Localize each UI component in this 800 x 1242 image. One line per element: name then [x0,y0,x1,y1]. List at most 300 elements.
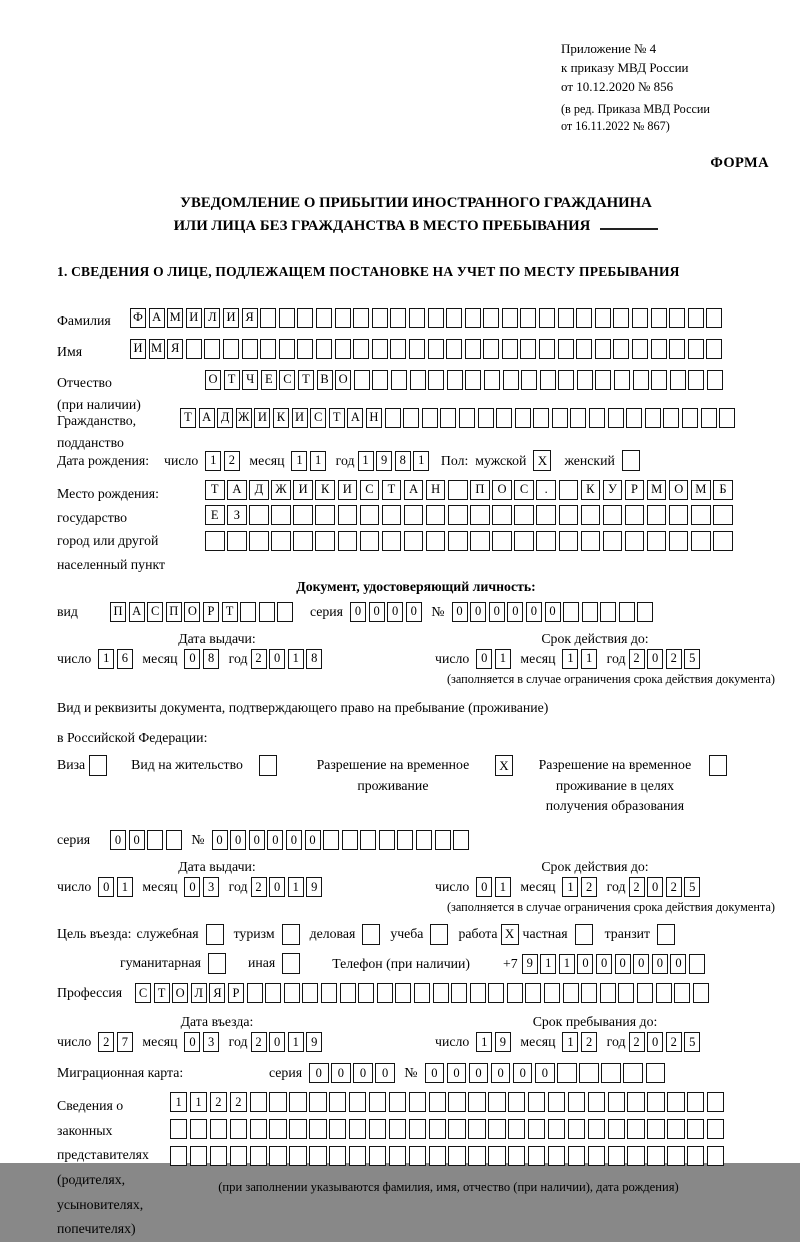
form-cell [409,339,425,359]
form-cell: М [167,308,183,328]
form-cell [618,983,634,1003]
form-cell [250,1119,267,1139]
residence-valid-heading: Срок действия до: [541,859,649,875]
form-cell [391,370,407,390]
form-cell [335,308,351,328]
form-cell [713,505,733,525]
field-given-name [57,339,775,363]
form-cell [404,505,424,525]
form-cell: 1 [288,877,304,897]
form-cell: О [172,983,188,1003]
form-cell [429,1119,446,1139]
form-cell: 2 [251,649,267,669]
form-cell: И [292,408,308,428]
migration-card-label: Миграционная карта: [57,1065,184,1081]
form-cell [309,1092,326,1112]
form-cell [190,1119,207,1139]
form-cell [409,1092,426,1112]
form-cell: 0 [305,830,321,850]
form-cell: 1 [170,1092,187,1112]
ref-amendment-line-1: (в ред. Приказа МВД России [561,101,710,116]
phone-prefix: +7 [503,955,518,971]
form-cell [515,408,531,428]
form-cell [316,308,332,328]
form-cell: 2 [666,877,682,897]
form-cell [321,983,337,1003]
form-cell [260,339,276,359]
purpose-private: частная [523,924,593,945]
form-cell [414,983,430,1003]
form-cell [410,370,426,390]
month-word: месяц [520,879,556,895]
identity-issue-heading: Дата выдачи: [178,630,256,646]
form-cell [579,1063,599,1083]
form-cell [488,1092,505,1112]
form-cell [548,1119,565,1139]
form-cell [389,1092,406,1112]
migration-card-row [57,1062,775,1084]
form-cell: 0 [286,830,302,850]
form-cell [271,505,291,525]
option-temp-residence-education-label: Разрешение на временное проживание в целях получения образования [538,757,692,814]
form-cell [484,370,500,390]
sex-male-label: мужской [475,452,527,468]
residence-valid-dategroup [435,877,775,897]
form-cell [249,505,269,525]
form-cell [429,1092,446,1112]
form-cell [647,1119,664,1139]
form-cell: О [335,370,351,390]
form-cell [581,531,601,551]
option-residence-permit-checkbox [259,755,277,776]
form-cell: 1 [540,954,556,974]
form-cell [382,531,402,551]
form-cell [707,1092,724,1112]
form-cell: 1 [559,954,575,974]
form-cell [492,505,512,525]
form-cell: 2 [581,877,597,897]
form-cell [488,983,504,1003]
residence-issue-block [57,859,435,897]
birth-date-label: Дата рождения: [57,452,150,468]
form-cell: Д [249,480,269,500]
form-cell: 8 [203,649,219,669]
form-cell [428,370,444,390]
given-name-label: Имя [57,343,83,359]
form-cell [428,339,444,359]
form-cell [503,370,519,390]
form-cell: Р [228,983,244,1003]
form-cell [646,1063,666,1083]
form-cell [435,830,451,850]
surname-label: Фамилия [57,312,111,328]
identity-kind-label: вид [57,603,78,619]
form-cell: Т [222,602,238,622]
identity-valid-block [435,631,775,669]
form-cell: 0 [269,649,285,669]
form-cell: А [404,480,424,500]
form-cell: 0 [647,649,663,669]
form-cell: 7 [117,1032,133,1052]
form-cell: 8 [395,451,411,471]
form-cell: 0 [129,830,145,850]
field-profession [57,982,775,1004]
option-temp-residence [303,755,513,796]
form-cell [250,1092,267,1112]
form-cell: Т [298,370,314,390]
representatives-row-1 [170,1092,727,1112]
form-cell [289,1119,306,1139]
form-cell [682,408,698,428]
form-cell: О [184,602,200,622]
form-cell [453,830,469,850]
migration-number-cells [425,1063,668,1083]
purpose-humanitarian: гуманитарная [120,953,226,974]
form-cell: В [317,370,333,390]
form-cell: С [279,370,295,390]
form-cell: Н [426,480,446,500]
purpose-tourism-checkbox [282,924,300,945]
form-cell [614,370,630,390]
sex-female-checkbox [622,450,640,471]
identity-doc-heading: Документ, удостоверяющий личность: [296,578,536,594]
form-cell: 0 [309,1063,329,1083]
form-cell: 0 [647,877,663,897]
form-cell [577,370,593,390]
form-cell [633,370,649,390]
form-cell [369,1119,386,1139]
form-cell [369,1146,386,1166]
form-cell: И [186,308,202,328]
form-cell [395,983,411,1003]
form-cell: 9 [495,1032,511,1052]
form-cell: 0 [647,1032,663,1052]
form-cell: 1 [358,451,374,471]
residence-doc-heading-1: Вид и реквизиты документа, подтверждающего право на пребывание (проживание) [57,699,549,715]
form-cell: 0 [447,1063,467,1083]
residence-valid-block [435,859,775,897]
residence-doc-dates [57,859,775,897]
migration-series-label: серия [269,1065,303,1081]
purpose-transit-checkbox [657,924,675,945]
form-cell: 0 [387,602,403,622]
form-cell: С [310,408,326,428]
form-cell: 0 [513,1063,533,1083]
form-cell [353,339,369,359]
form-cell: 1 [495,649,511,669]
form-cell [329,1092,346,1112]
option-visa [57,755,107,776]
day-word: число [435,879,470,895]
form-cell [520,339,536,359]
form-cell [279,308,295,328]
form-cell: 0 [470,602,486,622]
stay-until-block [435,1014,775,1052]
form-cell: 5 [684,877,700,897]
form-cell: 0 [184,877,200,897]
form-cell [204,339,220,359]
form-cell [525,983,541,1003]
form-cell [470,983,486,1003]
form-cell [581,505,601,525]
form-cell [315,531,335,551]
form-cell [358,983,374,1003]
form-cell: 3 [203,1032,219,1052]
residence-valid-note: (заполняется в случае ограничения срока действия документа) [446,900,775,915]
form-cell [691,505,711,525]
form-cell [656,983,672,1003]
month-word: месяц [142,650,178,666]
day-word: число [435,650,470,666]
stay-until-heading: Срок пребывания до: [532,1014,658,1030]
representatives-note: (при заполнении указываются фамилия, имя, отчество (при наличии), дата рождения) [218,1180,679,1195]
year-word: год [335,452,355,468]
form-cell: А [227,480,247,500]
form-cell: 1 [476,1032,492,1052]
form-cell [230,1119,247,1139]
month-word: месяц [142,1034,178,1050]
form-cell: Ф [130,308,146,328]
form-cell: . [536,480,556,500]
form-cell [249,531,269,551]
form-cell: Л [204,308,220,328]
citizenship-cells [180,408,738,428]
residence-number-cells [212,830,472,850]
form-cell [674,983,690,1003]
form-cell: 0 [184,649,200,669]
month-word: месяц [520,1034,556,1050]
form-cell [568,1092,585,1112]
form-cell [559,505,579,525]
form-cell [409,1119,426,1139]
form-cell: 0 [230,830,246,850]
surname-cells [130,308,725,328]
form-cell [707,1146,724,1166]
title-blank-underline [600,215,658,230]
form-cell: 2 [581,1032,597,1052]
form-cell [651,339,667,359]
form-cell [409,308,425,328]
identity-kind-cells [110,602,296,622]
form-cell: 1 [288,1032,304,1052]
form-cell [588,1092,605,1112]
form-cell [240,602,256,622]
form-cell [360,505,380,525]
form-cell: С [514,480,534,500]
form-cell: С [360,480,380,500]
form-cell [548,1146,565,1166]
form-cell: 0 [452,602,468,622]
form-cell: С [147,602,163,622]
representatives-row-2 [170,1119,727,1139]
citizenship-label: Гражданство, подданство [57,412,137,450]
form-cell [404,531,424,551]
form-cell: Т [329,408,345,428]
residence-issue-dategroup [57,877,435,897]
form-cell [448,480,468,500]
form-cell [260,308,276,328]
visit-purpose-label: Цель въезда: [57,926,132,942]
form-title [57,192,775,238]
day-word: число [435,1034,470,1050]
form-cell: Т [382,480,402,500]
identity-valid-note: (заполняется в случае ограничения срока действия документа) [446,671,775,686]
form-cell [670,370,686,390]
form-cell [465,370,481,390]
form-cell [514,505,534,525]
purpose-humanitarian-checkbox [208,953,226,974]
form-cell [416,830,432,850]
stay-dates [57,1014,775,1052]
form-title-line-1: УВЕДОМЛЕНИЕ О ПРИБЫТИИ ИНОСТРАННОГО ГРАЖДАНИНА [180,194,652,211]
form-cell: 0 [425,1063,445,1083]
form-cell [647,1092,664,1112]
form-cell [210,1119,227,1139]
form-cell [297,308,313,328]
form-cell [558,308,574,328]
form-cell: 2 [98,1032,114,1052]
form-cell [433,983,449,1003]
form-cell: 0 [577,954,593,974]
form-cell [329,1146,346,1166]
form-cell: О [492,480,512,500]
form-cell [349,1119,366,1139]
stay-until-dategroup [435,1032,775,1052]
form-cell [559,531,579,551]
forma-label: ФОРМА [710,154,769,171]
form-cell [369,1092,386,1112]
residence-doc-heading-2: в Российской Федерации: [57,729,208,745]
form-cell: 0 [269,877,285,897]
form-cell [372,370,388,390]
form-cell [409,1146,426,1166]
residence-doc-options [57,755,775,817]
form-cell [293,505,313,525]
form-cell [568,1119,585,1139]
form-cell [632,339,648,359]
form-cell: Ж [236,408,252,428]
form-cell: У [603,480,623,500]
residence-series-row [57,829,775,851]
form-cell: И [223,308,239,328]
form-cell [422,408,438,428]
form-cell [601,1063,621,1083]
form-cell [354,370,370,390]
form-cell [382,505,402,525]
year-word: год [228,1034,248,1050]
purpose-business-checkbox [362,924,380,945]
form-cell [691,531,711,551]
field-birth-place [57,480,775,577]
form-cell: 2 [224,451,240,471]
form-cell: А [149,308,165,328]
form-cell: 2 [666,1032,682,1052]
form-cell [613,339,629,359]
option-temp-residence-checkbox: X [495,755,513,776]
form-cell: 2 [230,1092,247,1112]
form-cell [667,1092,684,1112]
form-cell [309,1146,326,1166]
form-cell: 0 [212,830,228,850]
form-cell [465,308,481,328]
field-birth-date [57,450,775,472]
form-cell [492,531,512,551]
form-cell [647,1146,664,1166]
form-cell: 1 [98,649,114,669]
form-cell [269,1092,286,1112]
option-residence-permit [131,755,277,776]
form-cell [637,983,653,1003]
representatives-row-3 [170,1146,727,1166]
purpose-official: служебная [137,924,224,945]
birth-place-row-3 [205,531,735,551]
form-cell: 2 [210,1092,227,1112]
form-cell [707,1119,724,1139]
form-cell [323,830,339,850]
year-word: год [228,879,248,895]
form-cell [528,1092,545,1112]
form-cell [360,531,380,551]
form-cell [483,308,499,328]
form-cell [205,531,225,551]
form-cell [186,339,202,359]
form-cell [468,1119,485,1139]
purpose-private-checkbox [575,924,593,945]
form-cell [706,339,722,359]
form-cell: 0 [375,1063,395,1083]
form-cell: Н [366,408,382,428]
form-cell: 3 [203,877,219,897]
purpose-work: работа X [458,924,518,945]
form-cell [608,1119,625,1139]
form-cell [559,480,579,500]
form-cell: И [293,480,313,500]
form-cell: П [470,480,490,500]
form-cell [284,983,300,1003]
form-cell [544,983,560,1003]
form-cell [265,983,281,1003]
birth-place-row-1 [205,480,735,500]
form-cell [170,1119,187,1139]
form-cell: 1 [562,1032,578,1052]
form-cell [608,1092,625,1112]
form-cell [277,602,293,622]
form-cell [448,1119,465,1139]
form-cell [448,1092,465,1112]
month-word: месяц [142,879,178,895]
form-cell: 2 [666,649,682,669]
form-cell [600,602,616,622]
form-cell: К [315,480,335,500]
form-cell [627,1146,644,1166]
form-cell: И [338,480,358,500]
form-cell [637,602,653,622]
year-word: год [606,650,626,666]
form-cell: 0 [110,830,126,850]
form-cell [508,1119,525,1139]
patronymic-cells [205,370,726,390]
form-cell [360,830,376,850]
day-word: число [164,452,199,468]
form-cell [533,408,549,428]
form-cell: П [166,602,182,622]
form-cell [377,983,393,1003]
form-cell [689,954,705,974]
form-cell [190,1146,207,1166]
form-cell: М [149,339,165,359]
form-cell: 0 [491,1063,511,1083]
ref-line-2: к приказу МВД России [561,59,689,75]
